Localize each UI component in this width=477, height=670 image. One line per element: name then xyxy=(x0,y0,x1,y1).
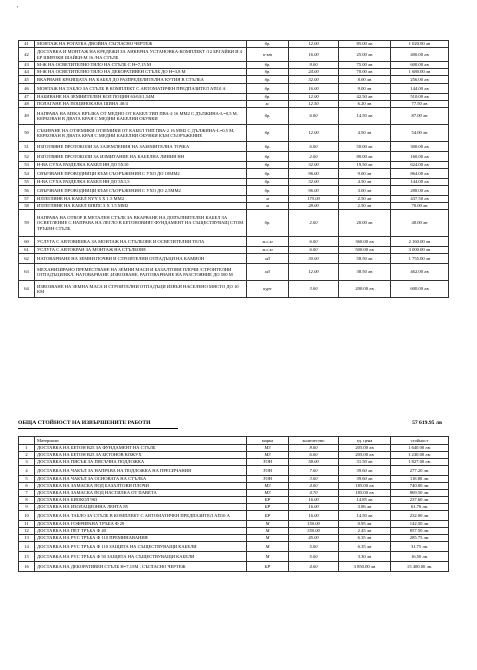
material-desc-cell: ДОСТАВКА НА PVC ТРЪБА Ф 110 ЗАЩИТА НА СЪЩЕСТВУВАЩИ КАБЕЛИ xyxy=(35,542,247,552)
work-desc-cell: НАПРАВА НА ОТВОР В МЕТАЛЕН СТЪЛБ ЗА ВКАРВАНЕ НА ДОПЪЛНИТЕЛЕН КАБЕЛ ЗА ОСВЕТЛЕНИЕ С НАПРАВА НА ЛЕГЛО В БЕТОНОВИЯТ ФУНДАМЕНТ НА СЪЩЕСТВУВАЩ СТОМ ТРЪБЕН СТЪЛБ xyxy=(35,210,247,237)
work-qty-cell: 2.00 xyxy=(289,152,339,162)
material-total-cell: 869.50 лв. xyxy=(391,490,449,497)
material-no-cell: 14 xyxy=(19,542,35,552)
work-price-cell: 14.50 лв xyxy=(339,108,391,125)
work-unit-cell: бр. xyxy=(247,69,289,76)
material-unit-cell: БР xyxy=(247,511,289,521)
work-total-cell: 510.00 лв xyxy=(391,94,449,101)
work-qty-cell: 96.00 xyxy=(289,169,339,179)
material-price-cell: 14.85 лв xyxy=(339,497,391,504)
material-row xyxy=(19,459,449,466)
material-price-cell: 31.50 лв xyxy=(339,459,391,466)
material-qty-cell: 7.00 xyxy=(289,466,339,476)
work-unit-cell: м.с.м xyxy=(247,237,289,247)
work-unit-cell: м3 xyxy=(247,264,289,281)
material-no-cell: 13 xyxy=(19,535,35,542)
work-row xyxy=(19,48,449,62)
material-total-cell: 31.75 лв. xyxy=(391,542,449,552)
work-desc-cell: ПОЛАГАНЕ НА ПОЦИНОКАВА ШИНА 40/4 xyxy=(35,101,247,108)
work-desc-cell: Н-ВА СУХА РАЗДЕЛКА КАБЕЛ НН ДО 5Х10 xyxy=(35,162,247,169)
work-no-cell: 52 xyxy=(19,152,35,162)
work-unit-cell: бр. xyxy=(247,210,289,237)
material-desc-cell: ДОСТАВКА НА PVC ТРЪБА Ф 50 ЗАЩИТА НА СЪЩЕСТВУВАЩИ КАБЕЛИ xyxy=(35,552,247,562)
work-qty-cell: 6.00 xyxy=(289,108,339,125)
work-price-cell: 500.00 лв xyxy=(339,247,391,254)
work-desc-cell: М-Ж НА ОСВЕТИТЕЛНО ТЯЛО НА СТЪЛБ С Н=7,15 М xyxy=(35,62,247,69)
work-unit-cell: м xyxy=(247,203,289,210)
material-desc-cell: ДОСТАВКА НА ГОФРИРАНА ТРЪБА Ф 29 xyxy=(35,521,247,528)
work-row xyxy=(19,152,449,162)
material-qty-cell: 5.00 xyxy=(289,542,339,552)
material-desc-cell: ДОСТАВКА НА ПЕТ ТРЪБА Ф 40 xyxy=(35,528,247,535)
material-total-cell: 232.00 лв. xyxy=(391,511,449,521)
material-unit-cell: БР xyxy=(247,504,289,511)
work-qty-cell: 30.00 xyxy=(289,254,339,264)
material-price-cell: 185.00 лв xyxy=(339,483,391,490)
work-desc-cell: Н-ВА СУХА РАЗДЕЛКА КАБЕЛ НН ДО 3Х1,5 xyxy=(35,179,247,186)
works-table xyxy=(18,40,449,298)
work-price-cell: 4.50 лв xyxy=(339,179,391,186)
work-price-cell: 2.50 лв xyxy=(339,196,391,203)
header-qty: количество xyxy=(289,437,339,445)
work-price-cell: 2.50 лв xyxy=(339,203,391,210)
work-unit-cell: бр. xyxy=(247,179,289,186)
work-unit-cell: бр. xyxy=(247,142,289,152)
work-price-cell: 360.00 лв xyxy=(339,237,391,247)
work-total-cell: 70.00 лв xyxy=(391,203,449,210)
work-unit-cell: бр. xyxy=(247,62,289,69)
material-desc-cell: ДОСТАВКА НА PVC ТРЪБА Ф 110 ПРЕМИНАВАНИЯ xyxy=(35,535,247,542)
material-total-cell: 16.50 лв. xyxy=(391,552,449,562)
work-qty-cell: 6.00 xyxy=(289,247,339,254)
material-no-cell: 5 xyxy=(19,476,35,483)
material-desc-cell: ДОСТАВКА НА БИОКОЛ 963 xyxy=(35,497,247,504)
material-unit-cell: М xyxy=(247,521,289,528)
works-total-value: 57 619.95 лв xyxy=(412,420,442,426)
material-no-cell: 6 xyxy=(19,483,35,490)
work-total-cell: 1 755.00 лв xyxy=(391,254,449,264)
material-total-cell: 1 230.00 лв. xyxy=(391,452,449,459)
material-qty-cell: 4.70 xyxy=(289,490,339,497)
material-no-cell: 8 xyxy=(19,497,35,504)
work-no-cell: 46 xyxy=(19,84,35,94)
work-price-cell: 9.00 лв xyxy=(339,84,391,94)
material-total-cell: 1 640.00 лв. xyxy=(391,445,449,452)
work-price-cell: 70.00 лв xyxy=(339,69,391,76)
works-table-body xyxy=(19,41,449,298)
work-no-cell: 55 xyxy=(19,179,35,186)
work-total-cell: 288.00 лв xyxy=(391,186,449,196)
work-no-cell: 63 xyxy=(19,264,35,281)
material-price-cell: 3.30 лв xyxy=(339,552,391,562)
work-total-cell: 1 020.00 лв xyxy=(391,41,449,48)
material-total-cell: 142.50 лв. xyxy=(391,521,449,528)
material-unit-cell: ТОН xyxy=(247,476,289,483)
material-no-cell: 9 xyxy=(19,504,35,511)
material-desc-cell: ДОСТАВКА НА ЗАМАСКА ПОД БАЗАЛТОВИ ПЛОЧИ xyxy=(35,483,247,490)
work-total-cell: 462.00 лв xyxy=(391,264,449,281)
material-price-cell: 205.00 лв xyxy=(339,445,391,452)
work-desc-cell: МЕХАНИЗИРАНО ПРЕМЕСТВАНЕ НА ЗЕМНИ МАСИ И БАЗАЛТОВИ ПЛОЧИ /СТРОИТЕЛНИ ОТПАДЪЦИ/ВКЛ. НАТОВАРВАНЕ ,ИЗВОЗВАНЕ, РАЗТОВАРВАНЕ НА РАЗСТОЯНИЕ ДО 500 М xyxy=(35,264,247,281)
work-desc-cell: НАТОВАРВАНЕ НА ЗЕМНИ ПОЧВИ И СТРОИТЕЛНИ ОТПАДЪЦИ НА КАМИОН xyxy=(35,254,247,264)
work-desc-cell: ИЗГОТВЯНЕ ПРОТОКОЛИ ЗА ЗАЗЕМЛЕНИЯ НА ЗАЗЕМИТЕЛНА ТОЧКА xyxy=(35,142,247,152)
work-qty-cell: 32.00 xyxy=(289,179,339,186)
work-qty-cell: 28.00 xyxy=(289,203,339,210)
work-unit-cell: бр. xyxy=(247,152,289,162)
work-qty-cell: 2.00 xyxy=(289,210,339,237)
material-no-cell: 4 xyxy=(19,466,35,476)
work-no-cell: 57 xyxy=(19,196,35,203)
work-unit-cell: м xyxy=(247,196,289,203)
material-no-cell: 3 xyxy=(19,459,35,466)
work-unit-cell: бр. xyxy=(247,169,289,179)
work-total-cell: 600.00 лв xyxy=(391,62,449,69)
work-row xyxy=(19,84,449,94)
material-qty-cell: 16.00 xyxy=(289,497,339,504)
material-row xyxy=(19,483,449,490)
work-qty-cell: 9.00 xyxy=(289,62,339,69)
work-unit-cell: бр. xyxy=(247,125,289,142)
material-total-cell: 740.00 лв. xyxy=(391,483,449,490)
materials-header-row xyxy=(19,437,449,445)
work-total-cell: 2 160.00 лв xyxy=(391,237,449,247)
material-desc-cell: ДОСТАВКА НА ЗАМАСКА ПОД НАСТИЛКА ОТ ПАВЕТА xyxy=(35,490,247,497)
work-no-cell: 45 xyxy=(19,76,35,84)
work-qty-cell: 12.00 xyxy=(289,125,339,142)
work-no-cell: 64 xyxy=(19,281,35,298)
work-unit-cell: курс xyxy=(247,281,289,298)
work-desc-cell: ИЗГОТВЯНЕ ПРОТОКОЛИ ЗА ИЗМИТАНИЕ НА КАБЕЛНА ЛИНИЯ НН xyxy=(35,152,247,162)
material-row xyxy=(19,542,449,552)
material-desc-cell: ДОСТАВКА НА ДЕКОРАТИВЕН СТЪЛБ Н=7,15М , СЪГЛАСНО ЧЕРТЕЖ xyxy=(35,562,247,572)
work-price-cell: 200.00 лв xyxy=(339,281,391,298)
material-qty-cell: 58.00 xyxy=(289,459,339,466)
work-price-cell: 38.50 лв xyxy=(339,264,391,281)
work-row xyxy=(19,41,449,48)
work-no-cell: 58 xyxy=(19,203,35,210)
work-desc-cell: ДОСТАВКА И МОНТАЖ НА КРЕДЕЖИ ЗА АНКЕРНА УСТАНОВКА-КОМПЛЕКТ /12 БР.ГАЙКИ И 4 БР ШИРОКИ ШАЙБИ-М 16 /НА СТЪЛБ xyxy=(35,48,247,62)
material-price-cell: 39.60 лв xyxy=(339,466,391,476)
work-price-cell: 50.00 лв xyxy=(339,142,391,152)
material-total-cell: 15 400.00 лв. xyxy=(391,562,449,572)
work-unit-cell: м3 xyxy=(247,254,289,264)
work-desc-cell: М-Ж НА ОСВЕТИТЕЛНО ТЯЛО НА ДЕКОРАТИВЕН СТЪЛБ ДО Н=3,8 М xyxy=(35,69,247,76)
material-desc-cell: ДОСТАВКА НА ЧАКЪЛ ЗА ОСНОВАТА НА СТЪЛБА xyxy=(35,476,247,483)
material-unit-cell: БР xyxy=(247,562,289,572)
material-qty-cell: 3.00 xyxy=(289,476,339,483)
work-desc-cell: ИЗТЕГЛЯНЕ НА КАБЕЛ ШВПС 3 Х 1.5 ММ2 xyxy=(35,203,247,210)
work-desc-cell: НАБИВАНЕ НА ЗЕМНИТЕЛЕН КОЛ ПОЦИН 63/63/1,54М xyxy=(35,94,247,101)
work-qty-cell: 16.00 xyxy=(289,84,339,94)
work-row xyxy=(19,210,449,237)
material-desc-cell: ДОСТАВКА НА БЕТОН В25 ЗА ФУНДАМЕНТ НА СТЪЛБ xyxy=(35,445,247,452)
work-price-cell: 9.00 лв xyxy=(339,169,391,179)
work-price-cell: 58.50 лв xyxy=(339,254,391,264)
material-unit-cell: М3 xyxy=(247,490,289,497)
material-qty-cell: 16.00 xyxy=(289,511,339,521)
material-desc-cell: ДОСТАВКА НА ИЗОЛАЦИОННА ЛЕНТА 85 xyxy=(35,504,247,511)
work-row xyxy=(19,162,449,169)
work-unit-cell: м.с.м xyxy=(247,247,289,254)
material-row xyxy=(19,535,449,542)
work-unit-cell: к-кт xyxy=(247,48,289,62)
work-no-cell: 61 xyxy=(19,247,35,254)
work-desc-cell: УСЛУГА С АВТОКРАН ЗА МОНТАЖ НА СТЪЛБОВЕ xyxy=(35,247,247,254)
work-price-cell: 20.00 лв xyxy=(339,210,391,237)
work-desc-cell: НАПРАВА НА МЕКА ВРЪЗКА ОТ МЕДНО ОТ КАБЕЛ ТИП ПВА-2 16 ММ2 С ДЪЛЖИНА-L=0,5 М, КЕРБОВАН В ДВАТА КРАЯ С МЕДНИ КАБЕЛНИ ОБУВКИ xyxy=(35,108,247,125)
material-qty-cell: 8.00 xyxy=(289,445,339,452)
work-qty-cell: 175.00 xyxy=(289,196,339,203)
work-no-cell: 47 xyxy=(19,94,35,101)
work-desc-cell: МОНТАЖ НА ТАБЛО ЗА СТЪЛБ В КОМПЛЕКТ С АВТОМАТИЧЕН ПРЕДПАЗИТЕЛ АП10 А xyxy=(35,84,247,94)
work-desc-cell: СВЪРЗВАНЕ ПРОВОДНИЦИ КЪМ СЪОРЪЖЕНИЯ С УХО ДО 10ММ2 xyxy=(35,169,247,179)
material-desc-cell: ДОСТАВКА НА ПЯСЪК ЗА ПЯСЪЧНА ПОДЛОЖКА xyxy=(35,459,247,466)
work-total-cell: 87.00 лв xyxy=(391,108,449,125)
material-row xyxy=(19,528,449,535)
material-row xyxy=(19,466,449,476)
work-unit-cell: бр. xyxy=(247,84,289,94)
material-unit-cell: ТОН xyxy=(247,459,289,466)
material-total-cell: 285.75 лв. xyxy=(391,535,449,542)
work-total-cell: 400.00 лв xyxy=(391,48,449,62)
work-unit-cell: бр. xyxy=(247,94,289,101)
work-no-cell: 49 xyxy=(19,108,35,125)
work-total-cell: 1 680.00 лв xyxy=(391,69,449,76)
corner-mark: ′ xyxy=(17,6,19,12)
material-no-cell: 2 xyxy=(19,452,35,459)
material-qty-cell: 6.00 xyxy=(289,452,339,459)
material-desc-cell: ДОСТАВКА НА БЕТОН В25 ЗА БЕТОНОВ КОЖУХ xyxy=(35,452,247,459)
work-total-cell: 300.00 лв xyxy=(391,142,449,152)
material-row xyxy=(19,497,449,504)
work-price-cell: 75.00 лв xyxy=(339,62,391,69)
material-row xyxy=(19,504,449,511)
work-qty-cell: 12.50 xyxy=(289,101,339,108)
material-no-cell: 16 xyxy=(19,562,35,572)
header-total: стойност xyxy=(391,437,449,445)
work-unit-cell: бр. xyxy=(247,108,289,125)
material-row xyxy=(19,445,449,452)
work-total-cell: 40.00 лв xyxy=(391,210,449,237)
work-qty-cell: 12.00 xyxy=(289,264,339,281)
material-unit-cell: М3 xyxy=(247,452,289,459)
work-total-cell: 3 000.00 лв xyxy=(391,247,449,254)
work-qty-cell: 6.00 xyxy=(289,142,339,152)
work-row xyxy=(19,142,449,152)
work-total-cell: 144.00 лв xyxy=(391,84,449,94)
work-row xyxy=(19,281,449,298)
work-total-cell: 160.00 лв xyxy=(391,152,449,162)
work-desc-cell: ИЗВОЗВАНЕ НА ЗЕМНА МАСА И СТРОИТЕЛНИ ОТПАДЪЦИ ИЗВЪН НАСЕЛЕНО МЯСТО ДО 10 КМ xyxy=(35,281,247,298)
material-total-cell: 237.60 лв. xyxy=(391,497,449,504)
work-no-cell: 51 xyxy=(19,142,35,152)
material-total-cell: 61.76 лв. xyxy=(391,504,449,511)
work-no-cell: 50 xyxy=(19,125,35,142)
material-price-cell: 14.50 лв xyxy=(339,511,391,521)
work-qty-cell: 3.00 xyxy=(289,281,339,298)
material-price-cell: 3.86 лв xyxy=(339,504,391,511)
work-no-cell: 44 xyxy=(19,69,35,76)
work-desc-cell: УСЛУГА С АВТОВИШКА ЗА МОНТАЖ НА СТЪЛБОВЕ И ОСВЕТИТЕЛНИ ТЕЛА xyxy=(35,237,247,247)
header-desc: Материали xyxy=(35,437,247,445)
work-no-cell: 60 xyxy=(19,237,35,247)
work-row xyxy=(19,125,449,142)
material-total-cell: 857.50 лв. xyxy=(391,528,449,535)
material-unit-cell: ТОН xyxy=(247,466,289,476)
work-row xyxy=(19,76,449,84)
material-no-cell: 10 xyxy=(19,511,35,521)
work-total-cell: 624.00 лв xyxy=(391,162,449,169)
work-price-cell: 3.00 лв xyxy=(339,186,391,196)
work-price-cell: 80.00 лв xyxy=(339,152,391,162)
work-total-cell: 54.00 лв xyxy=(391,125,449,142)
work-total-cell: 77.50 лв xyxy=(391,101,449,108)
material-price-cell: 185.00 лв xyxy=(339,490,391,497)
material-unit-cell: М3 xyxy=(247,483,289,490)
work-desc-cell: СВЪРЗВАНЕ ПРОВОДНИЦИ КЪМ СЪОРЪЖЕНИЯ С УХО ДО 2,5ММ2 xyxy=(35,186,247,196)
work-unit-cell: бр. xyxy=(247,76,289,84)
work-no-cell: 56 xyxy=(19,186,35,196)
work-total-cell: 144.00 лв xyxy=(391,179,449,186)
material-qty-cell: 16.00 xyxy=(289,504,339,511)
work-row xyxy=(19,101,449,108)
header-price: ед. цена xyxy=(339,437,391,445)
material-no-cell: 12 xyxy=(19,528,35,535)
material-no-cell: 1 xyxy=(19,445,35,452)
material-unit-cell: М xyxy=(247,535,289,542)
work-no-cell: 59 xyxy=(19,210,35,237)
work-desc-cell: МОНТАЖ НА РОГАТКА ДВОЙНА СЪГЛАСНО ЧЕРТЕЖ xyxy=(35,41,247,48)
work-desc-cell: ИЗТЕГЛЯНЕ НА КАБЕЛ NYY 5 Х 1.5 ММ2 xyxy=(35,196,247,203)
work-qty-cell: 12.00 xyxy=(289,41,339,48)
work-row xyxy=(19,186,449,196)
material-unit-cell: М xyxy=(247,552,289,562)
material-qty-cell: 5.00 xyxy=(289,552,339,562)
material-price-cell: 6.35 лв xyxy=(339,542,391,552)
header-no xyxy=(19,437,35,445)
work-row xyxy=(19,196,449,203)
work-price-cell: 6.20 лв xyxy=(339,101,391,108)
work-no-cell: 53 xyxy=(19,162,35,169)
work-price-cell: 4.50 лв xyxy=(339,125,391,142)
material-row xyxy=(19,452,449,459)
work-qty-cell: 32.00 xyxy=(289,162,339,169)
work-price-cell: 25.00 лв xyxy=(339,48,391,62)
work-row xyxy=(19,94,449,101)
work-desc-cell: ВКАРВАНЕ КРАИЩАТА НА КАБЕЛ ДО РАЗПРЕДЕЛИТЕЛНА КУТИЯ В СТЪЛБА xyxy=(35,76,247,84)
material-no-cell: 11 xyxy=(19,521,35,528)
material-row xyxy=(19,562,449,572)
works-total-underline xyxy=(18,428,178,429)
material-row xyxy=(19,552,449,562)
material-unit-cell: М xyxy=(247,528,289,535)
work-total-cell: 256.00 лв xyxy=(391,76,449,84)
work-no-cell: 42 xyxy=(19,48,35,62)
work-qty-cell: 24.00 xyxy=(289,69,339,76)
material-total-cell: 1 827.00 лв. xyxy=(391,459,449,466)
material-unit-cell: М3 xyxy=(247,445,289,452)
material-price-cell: 205.00 лв xyxy=(339,452,391,459)
work-qty-cell: 96.00 xyxy=(289,186,339,196)
materials-table-body xyxy=(19,437,449,572)
work-price-cell: 19.50 лв xyxy=(339,162,391,169)
material-no-cell: 15 xyxy=(19,552,35,562)
work-qty-cell: 6.00 xyxy=(289,237,339,247)
work-no-cell: 43 xyxy=(19,62,35,69)
material-qty-cell: 150.00 xyxy=(289,521,339,528)
material-price-cell: 39.60 лв xyxy=(339,476,391,483)
work-no-cell: 41 xyxy=(19,41,35,48)
work-row xyxy=(19,237,449,247)
work-unit-cell: бр. xyxy=(247,41,289,48)
material-unit-cell: М xyxy=(247,542,289,552)
work-row xyxy=(19,179,449,186)
work-price-cell: 8.00 лв xyxy=(339,76,391,84)
material-qty-cell: 45.00 xyxy=(289,535,339,542)
work-total-cell: 437.50 лв xyxy=(391,196,449,203)
work-row xyxy=(19,69,449,76)
material-desc-cell: ДОСТАВКА НА ТАБЛО ЗА СТЪЛБ В КОМПЛЕКТ С АВТОМАТИЧЕН ПРЕДПАЗИТЕЛ АП10 А xyxy=(35,511,247,521)
work-price-cell: 42.50 лв xyxy=(339,94,391,101)
material-row xyxy=(19,476,449,483)
work-no-cell: 48 xyxy=(19,101,35,108)
material-total-cell: 277.20 лв. xyxy=(391,466,449,476)
work-total-cell: 600.00 лв xyxy=(391,281,449,298)
materials-table xyxy=(18,436,449,572)
work-desc-cell: СЪБИРАНЕ НА ОТЗЕМИКИ ОТЗЕМИКИ ОТ КАБЕЛ ТИП ПВА-2 16 ММ2 С ДЪЛЖИНА-L=0,5 М, КЕРБОВАН В ДВАТА КРАЯ С МЕДНИ КАБЕЛНИ ОБУВКИ КЪМ СЪОРЪЖЕНИЕ xyxy=(35,125,247,142)
header-unit: марка xyxy=(247,437,289,445)
material-row xyxy=(19,490,449,497)
work-price-cell: 85.00 лв xyxy=(339,41,391,48)
work-row xyxy=(19,247,449,254)
material-row xyxy=(19,511,449,521)
material-total-cell: 118.80 лв. xyxy=(391,476,449,483)
material-price-cell: 0.95 лв xyxy=(339,521,391,528)
material-price-cell: 3 850.00 лв xyxy=(339,562,391,572)
material-no-cell: 7 xyxy=(19,490,35,497)
work-no-cell: 54 xyxy=(19,169,35,179)
work-qty-cell: 16.00 xyxy=(289,48,339,62)
work-row xyxy=(19,169,449,179)
material-price-cell: 2.45 лв xyxy=(339,528,391,535)
work-qty-cell: 12.00 xyxy=(289,94,339,101)
material-qty-cell: 350.00 xyxy=(289,528,339,535)
work-row xyxy=(19,264,449,281)
material-row xyxy=(19,521,449,528)
works-total-label: ОБЩА СТОЙНОСТ НА ИЗВЪРШЕНИТЕ РАБОТИ xyxy=(18,420,151,426)
work-qty-cell: 32.00 xyxy=(289,76,339,84)
work-total-cell: 864.00 лв xyxy=(391,169,449,179)
work-unit-cell: бр. xyxy=(247,162,289,169)
work-unit-cell: бр. xyxy=(247,186,289,196)
material-qty-cell: 4.00 xyxy=(289,562,339,572)
material-price-cell: 6.35 лв xyxy=(339,535,391,542)
work-no-cell: 62 xyxy=(19,254,35,264)
work-unit-cell: м. xyxy=(247,101,289,108)
work-row xyxy=(19,108,449,125)
work-row xyxy=(19,62,449,69)
material-qty-cell: 4.00 xyxy=(289,483,339,490)
material-unit-cell: БР xyxy=(247,497,289,504)
material-desc-cell: ДОСТАВКА НА ЧАКЪЛ ЗА НАПРАВА НА ПОДЛОЖКА НА ПРЕСИЧАНИЯ xyxy=(35,466,247,476)
work-row xyxy=(19,203,449,210)
work-row xyxy=(19,254,449,264)
